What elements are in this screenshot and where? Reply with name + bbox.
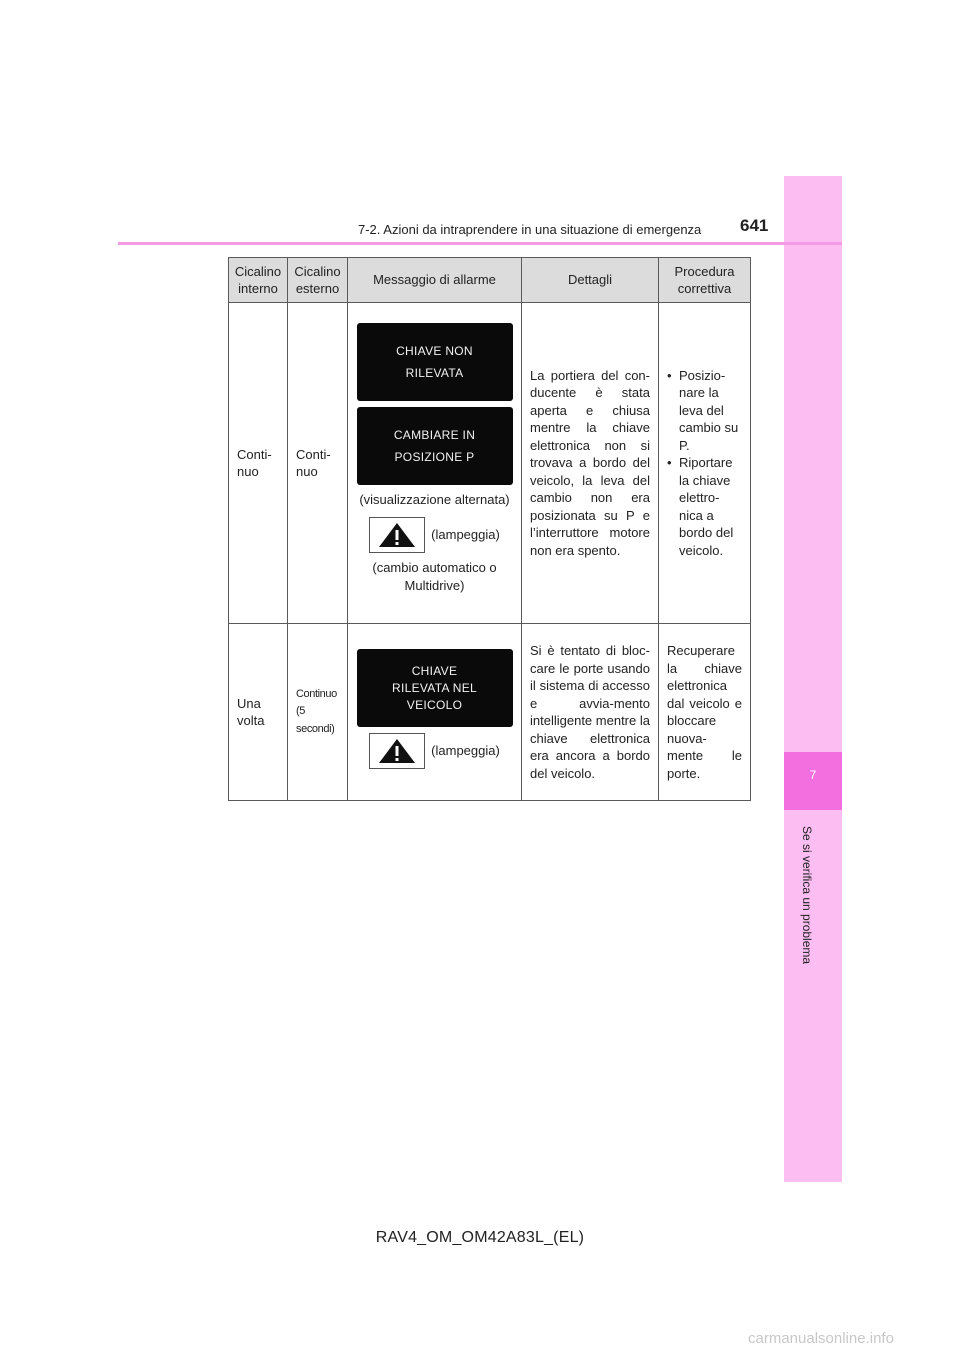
warning-triangle-icon (369, 517, 425, 553)
list-item: • Riportare la chiave elettro-nica a bordo del veicolo. (667, 455, 734, 558)
display-screen-shift-to-p (357, 407, 513, 485)
external-buzzer-cell: Conti-nuo (288, 303, 348, 624)
screen-line: POSIZIONE P (394, 450, 475, 464)
warning-message-cell (348, 303, 522, 624)
chapter-side-tab (784, 176, 842, 1182)
external-buzzer-cell: Continuo (5 secondi) (288, 624, 348, 801)
display-screen-key-in-vehicle (357, 649, 513, 727)
header-warning-message: Messaggio di allarme (348, 258, 522, 303)
model-code: RAV4_OM_OM42A83L_(EL) (375, 1229, 585, 1246)
alternate-display-note: (visualizzazione alternata) (359, 492, 510, 507)
warning-light-row (354, 733, 515, 769)
screen-line: CHIAVE (411, 663, 458, 678)
chapter-title: Se si verifica un problema (800, 826, 814, 965)
details-cell: La portiera del con-ducente è stata aperta e chiusa mentre la chiave elettronica non si trovava a bordo del veicolo, la leva del cambio non era posizionata su P e l’interruttore motore non era spento. (522, 303, 659, 624)
screen-line: CAMBIARE IN (393, 428, 476, 442)
display-screen-key-not-detected (357, 323, 513, 401)
chapter-number: 7 (809, 768, 817, 782)
table-header-row (229, 258, 751, 303)
procedure-cell (659, 303, 751, 624)
alarm-table (228, 257, 751, 801)
section-title: 7-2. Azioni da intraprendere in una situazione di emergenza (358, 222, 702, 237)
transmission-note: (cambio automatico o Multidrive) (372, 560, 497, 593)
screen-line: RILEVATA (405, 366, 464, 380)
procedure-step: Posizio-nare la leva del cambio su P. (679, 367, 739, 453)
procedure-cell: Recuperare la chiave elettronica dal veicolo e bloccare nuova-mente le porte. (659, 624, 751, 801)
page-number: 641 (740, 216, 769, 235)
flashing-note: (lampeggia) (431, 527, 500, 543)
header-divider (118, 242, 842, 245)
procedure-list (667, 367, 742, 560)
screen-line: RILEVATA NEL (392, 680, 477, 695)
list-item: • Posizio-nare la leva del cambio su P. (667, 367, 739, 453)
screen-line: VEICOLO (406, 697, 463, 712)
warning-message-cell (348, 624, 522, 801)
header-internal-buzzer: Cicalino interno (229, 258, 288, 303)
procedure-step: Riportare la chiave elettro-nica a bordo del veicolo. (679, 455, 734, 558)
internal-buzzer-cell: Una volta (229, 624, 288, 801)
warning-light-row (354, 517, 515, 553)
warning-triangle-icon (369, 733, 425, 769)
header-corrective-procedure: Procedura correttiva (659, 258, 751, 303)
screen-line: CHIAVE NON (396, 344, 473, 358)
header-external-buzzer: Cicalino esterno (288, 258, 348, 303)
table-row (229, 624, 751, 801)
watermark: carmanualsonline.info (748, 1330, 894, 1347)
table-row (229, 303, 751, 624)
header-details: Dettagli (522, 258, 659, 303)
flashing-note: (lampeggia) (431, 743, 500, 759)
internal-buzzer-cell: Conti-nuo (229, 303, 288, 624)
details-cell: Si è tentato di bloc-care le porte usando il sistema di accesso e avvia-mento intelligente mentre la chiave elettronica era ancora a bordo del veicolo. (522, 624, 659, 801)
